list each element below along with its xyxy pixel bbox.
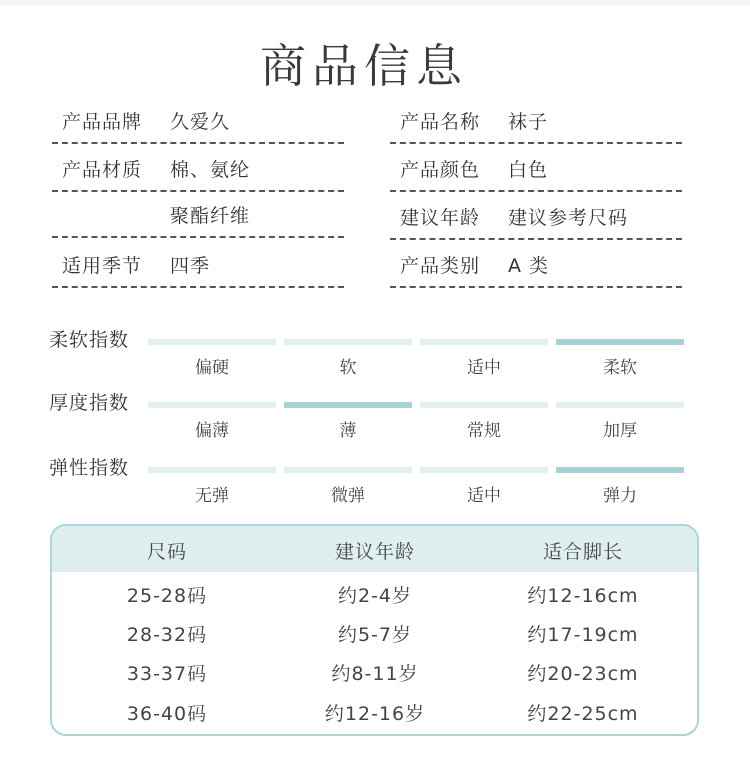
- table-cell: 约12-16cm: [527, 585, 639, 607]
- info-value: 久爱久: [170, 111, 231, 133]
- info-label: 产品名称: [400, 111, 481, 133]
- index-row: [0, 457, 750, 531]
- top-strip: [0, 0, 750, 5]
- dashed-divider: [390, 238, 682, 240]
- index-segment: [420, 339, 548, 345]
- info-age: [390, 194, 682, 242]
- index-label: 厚度指数: [49, 392, 130, 414]
- index-option-label: 加厚: [603, 421, 637, 441]
- info-category: [390, 242, 682, 290]
- table-cell: 约12-16岁: [324, 703, 426, 725]
- info-value: A 类: [508, 255, 550, 277]
- page-title: 商品信息: [260, 39, 468, 93]
- table-header-size: 尺码: [146, 541, 187, 563]
- info-brand: [52, 98, 344, 146]
- dashed-divider: [390, 286, 682, 288]
- index-label: 柔软指数: [49, 329, 130, 351]
- size-table: [50, 524, 699, 736]
- table-cell: 约17-19cm: [527, 624, 639, 646]
- index-segment: [284, 339, 412, 345]
- dashed-divider: [52, 286, 344, 288]
- info-color: [390, 146, 682, 194]
- index-segment: [420, 467, 548, 473]
- index-segment: [420, 402, 548, 408]
- index-segment: [556, 402, 684, 408]
- index-option-label: 适中: [467, 486, 501, 506]
- dashed-divider: [390, 190, 682, 192]
- index-option-label: 柔软: [603, 358, 637, 378]
- table-cell: 28-32码: [126, 624, 208, 646]
- info-value: 聚酯纤维: [170, 205, 251, 227]
- index-option-label: 常规: [467, 421, 501, 441]
- table-cell: 25-28码: [126, 585, 208, 607]
- index-segment: [284, 467, 412, 473]
- index-option-label: 弹力: [603, 486, 637, 506]
- dashed-divider: [52, 142, 344, 144]
- index-segment-selected: [556, 339, 684, 345]
- info-value: 白色: [508, 159, 549, 181]
- table-cell: 约2-4岁: [337, 585, 413, 607]
- table-cell: 36-40码: [126, 703, 208, 725]
- table-cell: 约5-7岁: [337, 624, 413, 646]
- info-label: 产品品牌: [62, 111, 143, 133]
- table-header-age: 建议年龄: [334, 541, 415, 563]
- index-segment: [148, 402, 276, 408]
- table-cell: 约22-25cm: [527, 703, 639, 725]
- info-label: 适用季节: [62, 255, 143, 277]
- index-segment-selected: [284, 402, 412, 408]
- dashed-divider: [52, 236, 344, 238]
- info-material-cont: [52, 192, 344, 240]
- info-label: 建议年龄: [400, 207, 481, 229]
- info-label: 产品颜色: [400, 159, 481, 181]
- index-segment: [148, 339, 276, 345]
- info-label: 产品类别: [400, 255, 481, 277]
- index-label: 弹性指数: [49, 457, 130, 479]
- table-cell: 约20-23cm: [527, 663, 639, 685]
- info-label: 产品材质: [62, 159, 143, 181]
- info-season: [52, 242, 344, 290]
- dashed-divider: [390, 142, 682, 144]
- info-name: [390, 98, 682, 146]
- info-value: 棉、氨纶: [170, 159, 251, 181]
- table-header-length: 适合脚长: [542, 541, 623, 563]
- index-option-label: 薄: [339, 421, 357, 441]
- index-option-label: 软: [339, 358, 357, 378]
- info-value: 建议参考尺码: [508, 207, 629, 229]
- index-option-label: 无弹: [195, 486, 229, 506]
- table-cell: 约8-11岁: [331, 663, 419, 685]
- index-segment: [148, 467, 276, 473]
- info-material: [52, 146, 344, 194]
- index-segment-selected: [556, 467, 684, 473]
- table-cell: 33-37码: [126, 663, 208, 685]
- info-value: 袜子: [508, 111, 549, 133]
- info-value: 四季: [170, 255, 211, 277]
- index-option-label: 偏硬: [195, 358, 229, 378]
- index-option-label: 适中: [467, 358, 501, 378]
- index-option-label: 偏薄: [195, 421, 229, 441]
- index-option-label: 微弹: [331, 486, 365, 506]
